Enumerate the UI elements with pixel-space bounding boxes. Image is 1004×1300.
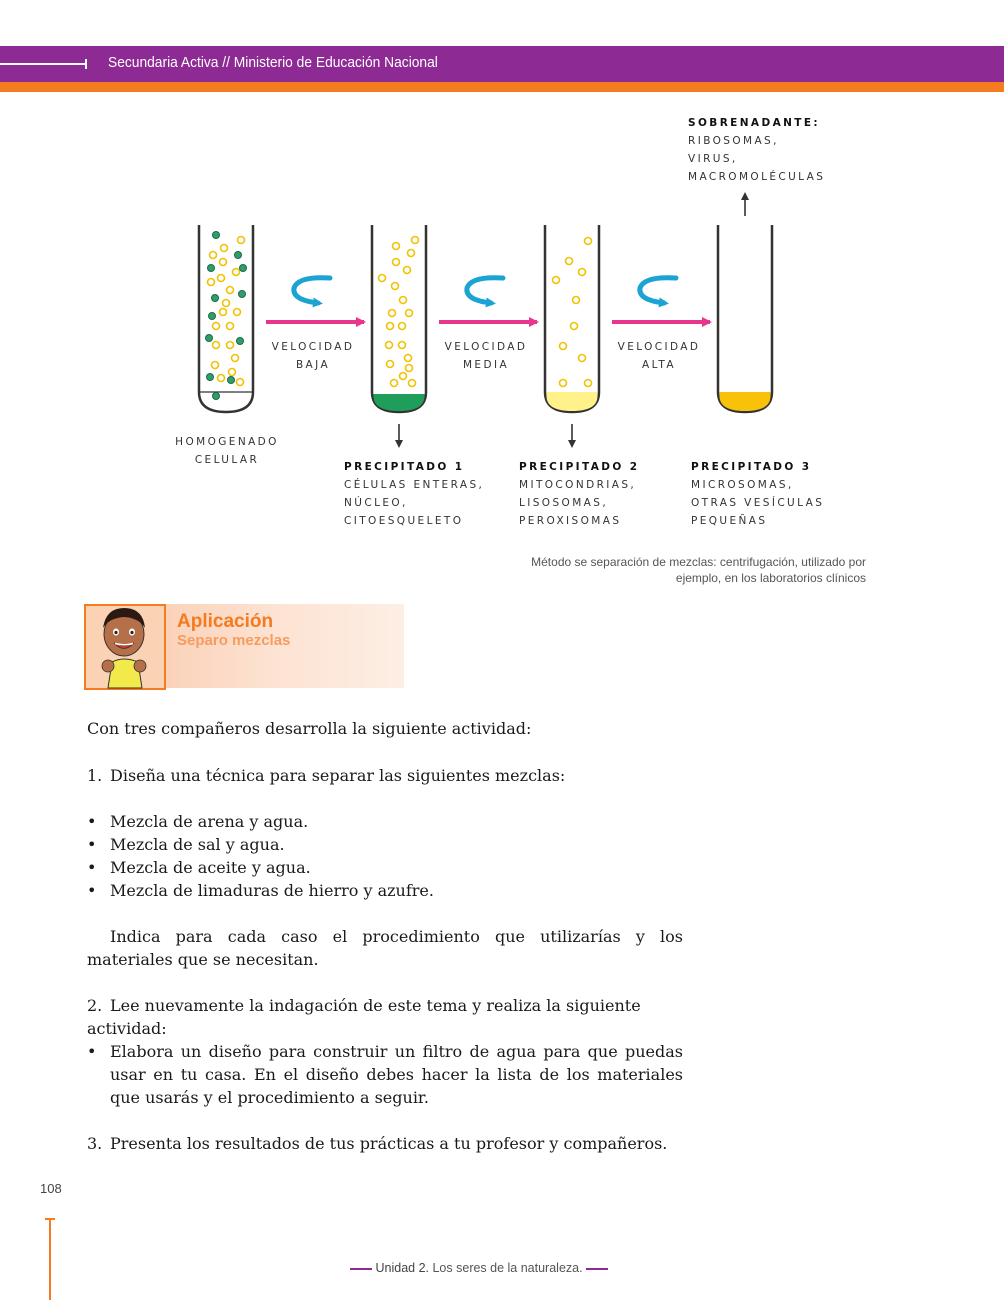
caption-line-2: ejemplo, en los laboratorios clínicos [675,571,866,585]
particle-yellow [220,309,227,316]
application-banner [84,604,406,692]
speed-label-2-line1: VELOCIDAD [444,341,528,353]
list-item: • Elabora un diseño para construir un filtro de agua para que puedas usar en tu casa. En el diseño debes hacer la lista de los materiales que usarás y el procedimiento a seguir. [87,1040,683,1109]
particle-yellow [585,238,592,245]
list-item: • Mezcla de aceite y agua. [87,856,683,879]
particle-yellow [400,297,407,304]
particle-yellow [238,237,245,244]
precipitado-3-line2: OTRAS VESÍCULAS [691,497,825,509]
precipitado-3-line1: MICROSOMAS, [691,479,794,491]
particle-yellow [387,361,394,368]
supernatant-line2: VIRUS, [688,153,738,165]
precipitado-2-line3: PEROXISOMAS [519,515,622,527]
particle-yellow [227,342,234,349]
numbered-item-3 [87,1132,683,1155]
particle-yellow [579,269,586,276]
particle-yellow [400,373,407,380]
particle-green [239,291,246,298]
particle-green [237,338,244,345]
header-accent-stripe [0,82,1004,92]
particle-yellow [392,283,399,290]
particle-yellow [237,379,244,386]
rotation-arrow-icon [640,278,676,303]
particle-green [206,335,213,342]
header-title: Secundaria Activa // Ministerio de Educación Nacional [108,54,438,71]
particle-green [240,265,247,272]
particle-green [208,265,215,272]
list-item: • Mezcla de arena y agua. [87,810,683,833]
caption-line-1: Método se separación de mezclas: centrifugación, utilizado por [531,555,866,569]
speed-label-2-line2: MEDIA [462,359,510,371]
tube-homogenado [199,225,253,412]
homogenado-label-line1: HOMOGENADO [175,436,279,448]
particle-yellow [227,323,234,330]
tube-precipitado-3 [718,225,772,412]
particle-yellow [213,342,220,349]
speed-label-1-line2: BAJA [295,359,331,371]
numbered-item-1 [87,764,683,787]
numbered-item-2 [87,994,683,1040]
up-arrow-icon [741,192,749,216]
particle-yellow [579,355,586,362]
intro-paragraph: Con tres compañeros desarrolla la siguiente actividad: [87,719,532,738]
precipitado-2-line2: LISOSOMAS, [519,497,609,509]
particle-yellow [393,243,400,250]
item-2-text: Lee nuevamente la indagación de este tema y realiza la siguiente actividad: [87,996,641,1038]
particle-yellow [585,380,592,387]
particle-yellow [232,355,239,362]
precipitado-3-title: PRECIPITADO 3 [691,461,812,473]
page-number: 108 [40,1181,62,1196]
item-1-text: Diseña una técnica para separar las siguientes mezclas: [110,766,566,785]
particle-yellow [560,380,567,387]
particle-yellow [409,380,416,387]
particle-green [209,313,216,320]
speed-label-3-line2: ALTA [642,359,676,371]
particle-yellow [573,297,580,304]
footer-unit [350,1261,608,1275]
precipitado-1-title: PRECIPITADO 1 [344,461,465,473]
supernatant-line3: MACROMOLÉCULAS [688,171,826,183]
particle-yellow [566,258,573,265]
indicate-paragraph: Indica para cada caso el procedimiento que utilizarías y los materiales que se necesitan. [87,927,683,969]
particle-green [212,295,219,302]
down-arrow-icon [395,424,403,448]
particle-yellow [229,369,236,376]
tube-precipitado-2 [545,225,599,412]
list-item: • Mezcla de limaduras de hierro y azufre. [87,879,683,902]
footer-rule-left [350,1268,372,1270]
precipitado-2-title: PRECIPITADO 2 [519,461,640,473]
particle-yellow [399,323,406,330]
precipitado-1-line2: NÚCLEO, [344,497,408,509]
particle-green [228,377,235,384]
footer-rule-right [586,1268,608,1270]
particle-yellow [391,380,398,387]
particle-yellow [406,365,413,372]
particle-yellow [553,277,560,284]
particle-yellow [379,275,386,282]
particle-yellow [218,375,225,382]
rotation-arrow-icon [294,278,330,303]
homogenado-label-line2: CELULAR [194,454,260,466]
particle-green [235,252,242,259]
figure-caption [480,554,866,586]
particle-yellow [223,300,230,307]
application-title: Aplicación [177,611,274,632]
header-rule-tick [85,59,87,69]
particle-yellow [399,342,406,349]
centrifugation-diagram [0,100,1004,550]
left-margin-rule-tick [45,1218,55,1220]
down-arrow-icon [568,424,576,448]
mixtures-list [87,810,683,902]
application-subtitle: Separo mezclas [177,632,291,649]
precipitado-2-line1: MITOCONDRIAS, [519,479,637,491]
filter-list [87,1040,683,1109]
particle-yellow [212,362,219,369]
particle-yellow [387,323,394,330]
particle-yellow [404,267,411,274]
particle-yellow [405,355,412,362]
particle-yellow [560,343,567,350]
particle-yellow [408,250,415,257]
particle-yellow [218,275,225,282]
rotation-arrow-icon [467,278,503,303]
mascot-boy-icon [84,604,164,690]
particle-yellow [220,259,227,266]
particle-yellow [233,269,240,276]
precipitado-1-line3: CITOESQUELETO [344,515,464,527]
speed-label-3-line1: VELOCIDAD [617,341,701,353]
footer-unit-label: Unidad 2. [375,1261,429,1275]
supernatant-line1: RIBOSOMAS, [688,135,779,147]
particle-yellow [389,310,396,317]
supernatant-title: SOBRENADANTE: [688,117,821,129]
particle-yellow [412,237,419,244]
item-2-number: 2. [87,996,103,1015]
item-3-number: 3. [87,1134,103,1153]
particle-green [213,232,220,239]
particle-yellow [221,245,228,252]
particle-green [207,374,214,381]
speed-label-1-line1: VELOCIDAD [271,341,355,353]
tube-precipitado-1 [372,225,426,412]
list-item: • Mezcla de sal y agua. [87,833,683,856]
particle-yellow [213,323,220,330]
particle-yellow [234,309,241,316]
particle-yellow [386,342,393,349]
left-margin-rule [49,1218,51,1300]
header-rule [0,63,86,65]
particle-yellow [210,252,217,259]
particle-yellow [571,323,578,330]
particle-yellow [227,287,234,294]
footer-unit-title: Los seres de la naturaleza. [432,1261,583,1275]
precipitado-1-line1: CÉLULAS ENTERAS, [344,479,485,491]
precipitado-3-line3: PEQUEÑAS [691,515,768,527]
particle-yellow [406,310,413,317]
particle-green [213,393,220,400]
item-1-number: 1. [87,766,103,785]
item-3-text: Presenta los resultados de tus prácticas a tu profesor y compañeros. [110,1134,668,1153]
particle-yellow [393,259,400,266]
particle-yellow [208,279,215,286]
